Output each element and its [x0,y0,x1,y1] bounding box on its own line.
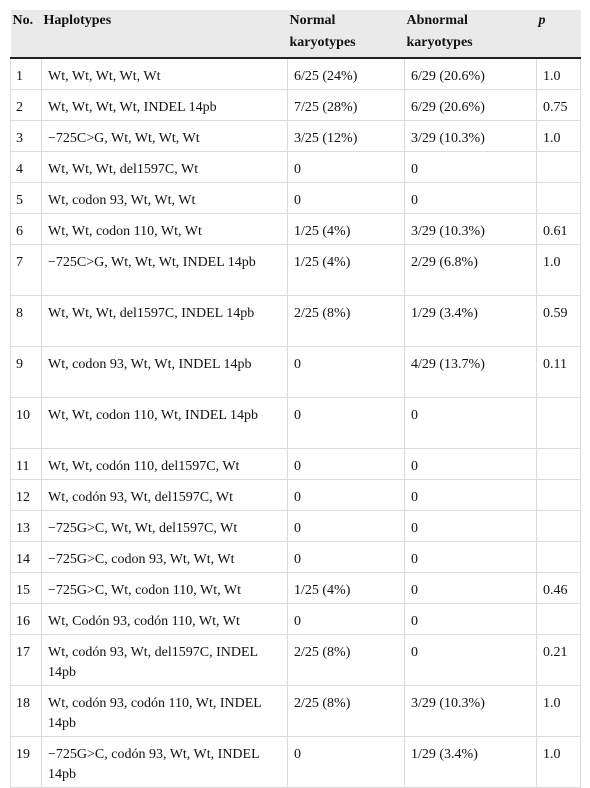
row-number: 7 [11,245,42,296]
row-abnormal-karyotypes: 0 [405,398,537,449]
header-row [11,10,581,58]
table-row [11,214,581,245]
row-normal-karyotypes: 1/25 (4%) [288,214,405,245]
row-haplotype: Wt, Codón 93, codón 110, Wt, Wt [42,604,288,635]
row-haplotype: Wt, codon 93, Wt, Wt, INDEL 14pb [42,347,288,398]
row-abnormal-karyotypes: 1/29 (3.4%) [405,737,537,788]
row-haplotype: Wt, Wt, codón 110, del1597C, Wt [42,449,288,480]
row-p-value: 0.75 [537,90,581,121]
row-normal-karyotypes: 6/25 (24%) [288,58,405,90]
haplotype-table [10,10,581,788]
table-row [11,573,581,604]
row-abnormal-karyotypes: 1/29 (3.4%) [405,296,537,347]
row-abnormal-karyotypes: 3/29 (10.3%) [405,686,537,737]
row-normal-karyotypes: 1/25 (4%) [288,245,405,296]
row-normal-karyotypes: 2/25 (8%) [288,686,405,737]
row-haplotype: −725G>C, Wt, codon 110, Wt, Wt [42,573,288,604]
row-haplotype: Wt, Wt, Wt, del1597C, INDEL 14pb [42,296,288,347]
row-abnormal-karyotypes: 6/29 (20.6%) [405,90,537,121]
row-normal-karyotypes: 0 [288,511,405,542]
row-haplotype: −725C>G, Wt, Wt, Wt, INDEL 14pb [42,245,288,296]
row-p-value: 1.0 [537,245,581,296]
table-row [11,542,581,573]
row-number: 1 [11,58,42,90]
table-row [11,686,581,737]
table-row [11,296,581,347]
row-abnormal-karyotypes: 0 [405,511,537,542]
row-p-value: 0.59 [537,296,581,347]
row-abnormal-karyotypes: 2/29 (6.8%) [405,245,537,296]
row-abnormal-karyotypes: 0 [405,183,537,214]
row-p-value [537,152,581,183]
table-row [11,511,581,542]
row-haplotype: Wt, Wt, codon 110, Wt, INDEL 14pb [42,398,288,449]
row-haplotype: −725G>C, codón 93, Wt, Wt, INDEL 14pb [42,737,288,788]
row-abnormal-karyotypes: 0 [405,480,537,511]
haplotype-table-container [10,10,580,788]
table-row [11,152,581,183]
row-normal-karyotypes: 0 [288,398,405,449]
row-abnormal-karyotypes: 0 [405,604,537,635]
row-normal-karyotypes: 3/25 (12%) [288,121,405,152]
row-haplotype: Wt, codon 93, Wt, Wt, Wt [42,183,288,214]
row-haplotype: −725C>G, Wt, Wt, Wt, Wt [42,121,288,152]
table-row [11,604,581,635]
row-abnormal-karyotypes: 0 [405,152,537,183]
row-normal-karyotypes: 0 [288,480,405,511]
row-abnormal-karyotypes: 6/29 (20.6%) [405,58,537,90]
row-number: 11 [11,449,42,480]
row-normal-karyotypes: 0 [288,183,405,214]
row-p-value: 1.0 [537,737,581,788]
row-number: 8 [11,296,42,347]
row-abnormal-karyotypes: 3/29 (10.3%) [405,214,537,245]
table-row [11,58,581,90]
table-header [11,10,581,58]
row-normal-karyotypes: 0 [288,347,405,398]
row-number: 18 [11,686,42,737]
table-row [11,737,581,788]
row-p-value: 1.0 [537,121,581,152]
table-row [11,183,581,214]
row-number: 19 [11,737,42,788]
row-p-value [537,511,581,542]
header-no: No. [11,10,42,58]
row-abnormal-karyotypes: 0 [405,542,537,573]
row-normal-karyotypes: 0 [288,604,405,635]
row-p-value [537,604,581,635]
row-abnormal-karyotypes: 0 [405,635,537,686]
row-number: 5 [11,183,42,214]
row-p-value: 1.0 [537,58,581,90]
header-p-value: p [537,10,581,58]
row-number: 4 [11,152,42,183]
row-haplotype: Wt, Wt, codon 110, Wt, Wt [42,214,288,245]
row-number: 2 [11,90,42,121]
row-p-value [537,542,581,573]
row-normal-karyotypes: 1/25 (4%) [288,573,405,604]
row-number: 3 [11,121,42,152]
row-haplotype: −725G>C, codon 93, Wt, Wt, Wt [42,542,288,573]
table-body [11,58,581,788]
table-row [11,347,581,398]
row-normal-karyotypes: 2/25 (8%) [288,635,405,686]
row-number: 13 [11,511,42,542]
row-number: 6 [11,214,42,245]
header-normal-karyotypes: Normal karyotypes [288,10,405,58]
row-p-value: 0.11 [537,347,581,398]
row-number: 15 [11,573,42,604]
row-normal-karyotypes: 0 [288,737,405,788]
row-p-value: 0.46 [537,573,581,604]
row-abnormal-karyotypes: 0 [405,573,537,604]
row-haplotype: Wt, Wt, Wt, del1597C, Wt [42,152,288,183]
row-normal-karyotypes: 0 [288,542,405,573]
row-number: 9 [11,347,42,398]
row-normal-karyotypes: 7/25 (28%) [288,90,405,121]
row-number: 10 [11,398,42,449]
row-abnormal-karyotypes: 3/29 (10.3%) [405,121,537,152]
row-abnormal-karyotypes: 0 [405,449,537,480]
table-row [11,90,581,121]
row-haplotype: Wt, codón 93, Wt, del1597C, Wt [42,480,288,511]
row-normal-karyotypes: 0 [288,449,405,480]
table-row [11,449,581,480]
row-p-value [537,398,581,449]
row-number: 12 [11,480,42,511]
row-abnormal-karyotypes: 4/29 (13.7%) [405,347,537,398]
row-normal-karyotypes: 2/25 (8%) [288,296,405,347]
table-row [11,245,581,296]
row-normal-karyotypes: 0 [288,152,405,183]
row-p-value: 1.0 [537,686,581,737]
row-number: 16 [11,604,42,635]
table-row [11,480,581,511]
table-row [11,635,581,686]
header-haplotypes: Haplotypes [42,10,288,58]
row-haplotype: Wt, codón 93, codón 110, Wt, INDEL 14pb [42,686,288,737]
row-p-value: 0.21 [537,635,581,686]
row-haplotype: Wt, Wt, Wt, Wt, Wt [42,58,288,90]
row-haplotype: Wt, codón 93, Wt, del1597C, INDEL 14pb [42,635,288,686]
row-number: 17 [11,635,42,686]
table-row [11,398,581,449]
row-p-value [537,480,581,511]
table-row [11,121,581,152]
row-p-value: 0.61 [537,214,581,245]
row-p-value [537,449,581,480]
row-haplotype: Wt, Wt, Wt, Wt, INDEL 14pb [42,90,288,121]
row-p-value [537,183,581,214]
row-number: 14 [11,542,42,573]
row-haplotype: −725G>C, Wt, Wt, del1597C, Wt [42,511,288,542]
header-abnormal-karyotypes: Abnormal karyotypes [405,10,537,58]
